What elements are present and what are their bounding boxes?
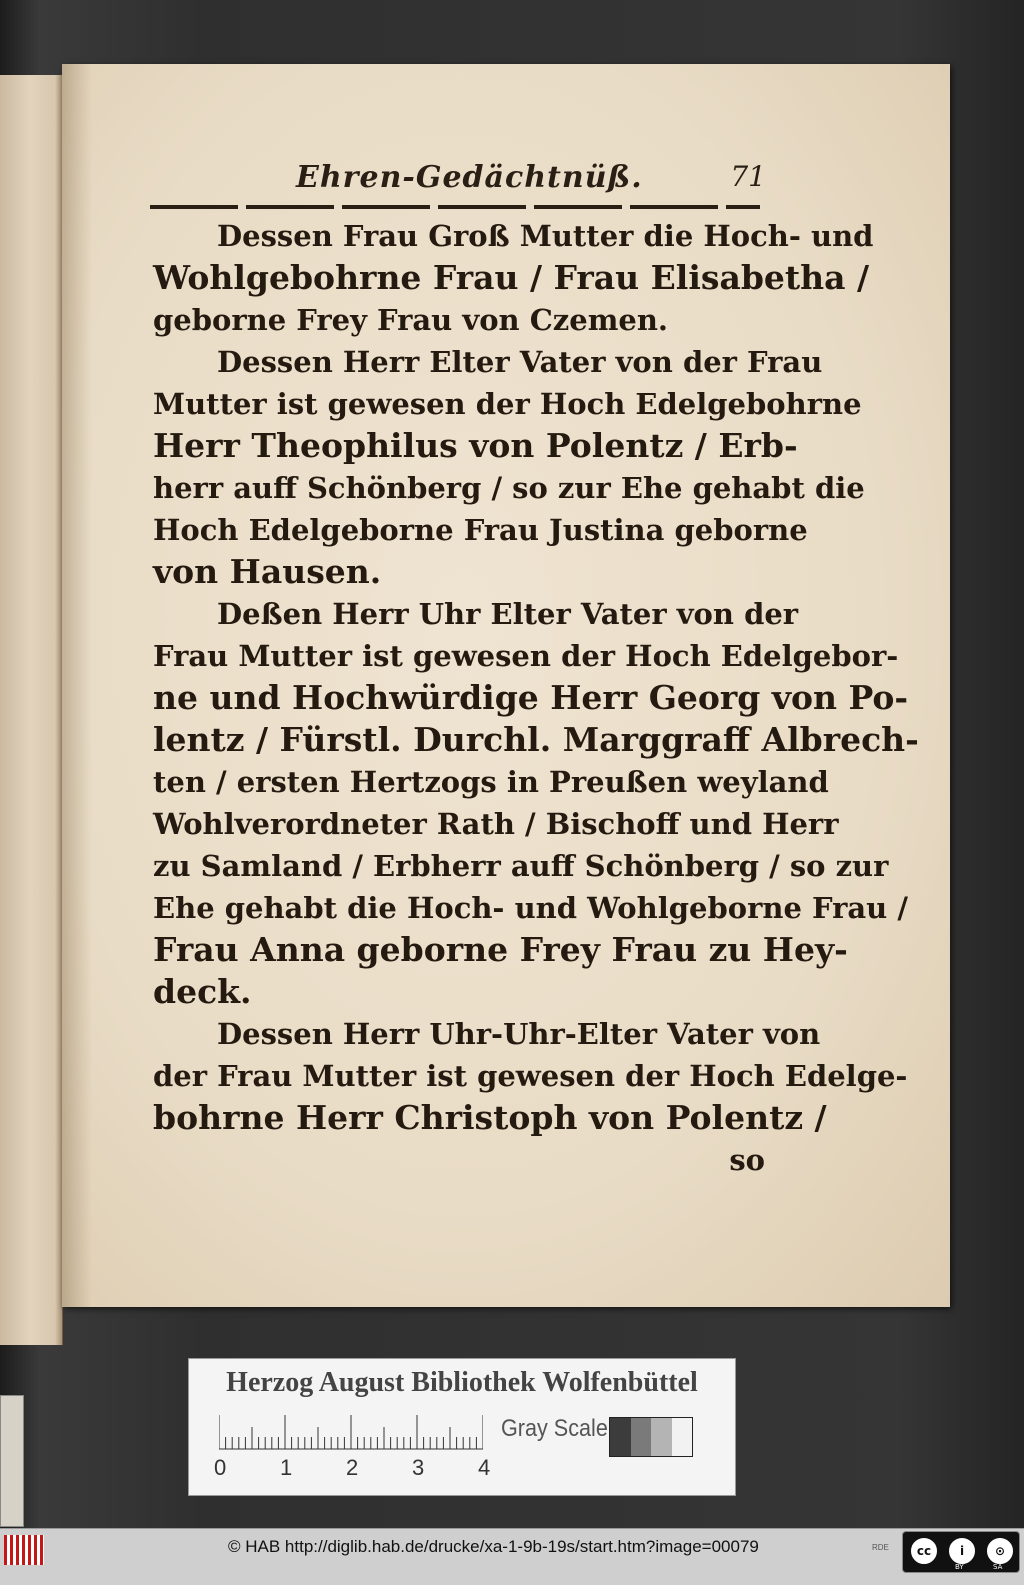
- library-tab: [0, 1395, 24, 1527]
- text-line: Ehe gehabt die Hoch- und Wohlgeborne Frau /: [153, 891, 908, 925]
- text-line: Frau Mutter ist gewesen der Hoch Edelgebor-: [153, 639, 899, 673]
- gray-patch: [631, 1418, 652, 1456]
- text-line: zu Samland / Erbherr auff Schönberg / so zur: [153, 849, 889, 883]
- by-label: BY: [955, 1563, 964, 1571]
- text-line: von Hausen.: [153, 552, 382, 591]
- by-attribution-icon: i: [947, 1536, 977, 1566]
- text-line: Frau Anna geborne Frey Frau zu Hey-: [153, 930, 848, 969]
- header-rule: [150, 205, 760, 209]
- gray-scale-label: Gray Scale: [501, 1415, 608, 1442]
- gray-patch: [651, 1418, 672, 1456]
- page-header: [296, 160, 766, 202]
- text-line: ten / ersten Hertzogs in Preußen weyland: [153, 765, 829, 799]
- text-line: Hoch Edelgeborne Frau Justina geborne: [153, 513, 808, 547]
- text-line: bohrne Herr Christoph von Polentz /: [153, 1098, 827, 1137]
- gray-patch: [672, 1418, 693, 1456]
- text-line: Wohlgebohrne Frau / Frau Elisabetha /: [153, 258, 870, 297]
- cc-license-badge[interactable]: [902, 1531, 1020, 1573]
- catchword: so: [729, 1143, 765, 1177]
- text-line: Dessen Herr Uhr-Uhr-Elter Vater von: [217, 1017, 821, 1051]
- text-line: Mutter ist gewesen der Hoch Edelgebohrne: [153, 387, 862, 421]
- ruler-number: 2: [346, 1455, 359, 1480]
- body-text: [153, 215, 919, 1181]
- text-line: Herr Theophilus von Polentz / Erb-: [153, 426, 798, 465]
- cc-icon: cc: [909, 1536, 939, 1566]
- text-line: Dessen Frau Groß Mutter die Hoch- und: [217, 219, 874, 253]
- scale-ruler: [219, 1413, 483, 1453]
- ruler-number: 0: [214, 1455, 227, 1480]
- color-target-card: [188, 1358, 736, 1496]
- gray-patch: [610, 1418, 631, 1456]
- gray-scale-strip: [609, 1417, 693, 1457]
- text-line: Wohlverordneter Rath / Bischoff und Herr: [153, 807, 839, 841]
- ruler-ticks: [219, 1413, 483, 1453]
- text-line: Dessen Herr Elter Vater von der Frau: [217, 345, 823, 379]
- page-number: 71: [730, 160, 766, 193]
- text-line: Deßen Herr Uhr Elter Vater von der: [217, 597, 799, 631]
- footer-bar: [0, 1528, 1024, 1585]
- text-line: ne und Hochwürdige Herr Georg von Po-: [153, 678, 909, 717]
- sa-label: SA: [993, 1563, 1003, 1571]
- text-line: herr auff Schönberg / so zur Ehe gehabt die: [153, 471, 865, 505]
- ruler-number: 4: [478, 1455, 491, 1480]
- share-alike-icon: ⊙: [985, 1536, 1015, 1566]
- footer-mark: RDE: [872, 1543, 889, 1552]
- footer-credit-link[interactable]: © HAB http://diglib.hab.de/drucke/xa-1-9b-19s/start.htm?image=00079: [228, 1537, 759, 1556]
- hab-logo-icon: [4, 1535, 44, 1565]
- target-title: Herzog August Bibliothek Wolfenbüttel: [226, 1367, 698, 1398]
- text-line: geborne Frey Frau von Czemen.: [153, 303, 669, 337]
- facing-page-edge: [0, 75, 63, 1345]
- ruler-number: 3: [412, 1455, 425, 1480]
- text-line: lentz / Fürstl. Durchl. Marggraff Albrech-: [153, 720, 919, 759]
- ruler-number: 1: [280, 1455, 293, 1480]
- text-line: deck.: [153, 972, 252, 1011]
- text-line: der Frau Mutter ist gewesen der Hoch Edelge-: [153, 1059, 908, 1093]
- running-head: Ehren-Gedächtnüß.: [296, 160, 643, 195]
- gutter-shadow: [62, 64, 92, 1307]
